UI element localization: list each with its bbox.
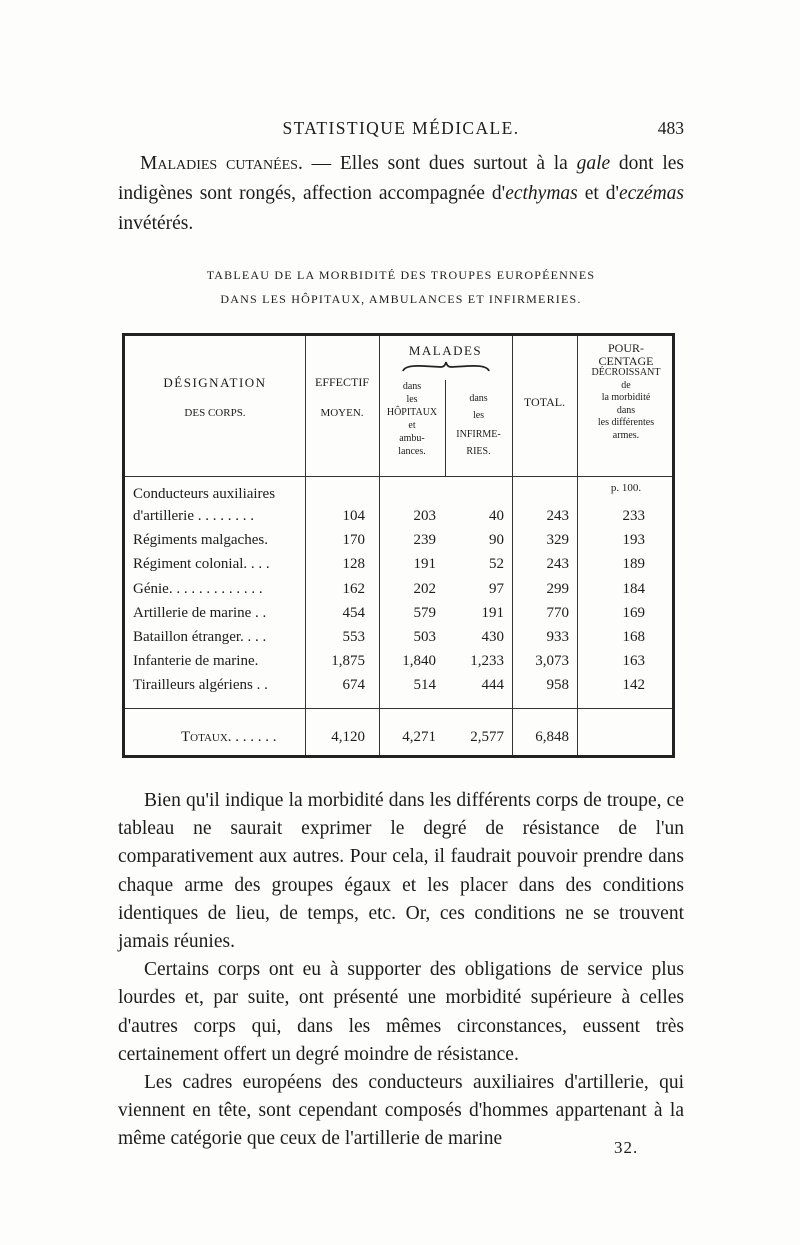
cell-effectif: 170 [342, 532, 365, 549]
table-row [125, 532, 672, 554]
cell-infirmeries: 52 [489, 556, 504, 573]
cell-total: 243 [546, 508, 569, 524]
cell-total: 933 [546, 629, 569, 645]
paragraph: Bien qu'il indique la morbidité dans les différents corps de troupe, ce tableau ne saurait exprimer le degré de résistance de l'un comparativement aux autres. Pour cela, il faudrait pouvoir prendre dans chaque arme des groupes égaux et les placer dans des conditions identiques de lieu, de temps, etc. Or, ces conditions ne se trouvent jamais réunies. [118, 790, 684, 953]
totals-row [125, 729, 672, 751]
row-name-first-line: Conducteurs auxiliaires [133, 486, 276, 502]
cell-infirmeries: 40 [489, 508, 504, 524]
cell-name: Artillerie de marine . . [133, 604, 267, 621]
table-row [125, 556, 672, 578]
table-title: TABLEAU DE LA MORBIDITÉ DES TROUPES EUROPÉENNES DANS LES HÔPITAUX, AMBULANCES ET INFIRMERIES. [206, 268, 596, 306]
cell-pct: 184 [622, 580, 645, 597]
page-number: 483 [657, 118, 684, 138]
table-row [125, 629, 672, 651]
body-text [118, 787, 684, 1154]
cell-hopitaux: 1,840 [402, 653, 436, 670]
cell-pct: 168 [622, 629, 645, 645]
cell-hopitaux: 503 [413, 629, 436, 645]
cell-total: 329 [546, 532, 569, 549]
cell-total: 770 [546, 604, 569, 621]
page-header [118, 118, 684, 142]
paragraph: Les cadres européens des conducteurs auxiliaires d'artillerie, qui viennent en tête, sont cependant composés d'hommes appartenant à la même catégorie que ceux de l'artillerie de marine [118, 1072, 684, 1150]
cell-name: Infanterie de marine. [133, 653, 259, 670]
totals-effectif: 4,120 [331, 729, 365, 745]
header-brace [401, 360, 491, 374]
cell-total: 958 [546, 677, 569, 694]
cell-name: d'artillerie . . . . . . . . [133, 508, 255, 524]
cell-infirmeries: 90 [489, 532, 504, 549]
cell-name: Bataillon étranger. . . . [133, 629, 267, 645]
cell-infirmeries: 444 [481, 677, 504, 694]
header-hopitaux: dans les HÔPITAUX et ambu- lances. [386, 381, 438, 457]
cell-name: Tirailleurs algériens . . [133, 677, 268, 694]
cell-infirmeries: 1,233 [470, 653, 504, 670]
cell-infirmeries: 430 [481, 629, 504, 645]
table-row [125, 677, 672, 699]
cell-total: 243 [546, 556, 569, 573]
cell-name: Régiment colonial. . . . [133, 556, 270, 573]
cell-effectif: 553 [342, 629, 365, 645]
cell-infirmeries: 97 [489, 580, 504, 597]
cell-name: Régiments malgaches. [133, 532, 268, 549]
cell-effectif: 104 [342, 508, 365, 524]
table-row [125, 605, 672, 627]
header-designation: DÉSIGNATION DES CORPS. [163, 375, 267, 419]
header-malades: MALADES [408, 343, 483, 358]
intro-paragraph: Maladies cutanées. — Elles sont dues surtout à la gale dont les indigènes sont rongés, affection accompagnée d'ecthymas et d'eczémas invétérés. [118, 153, 685, 234]
cell-effectif: 1,875 [331, 653, 365, 670]
cell-total: 3,073 [535, 653, 569, 670]
cell-total: 299 [546, 580, 569, 597]
table-row [125, 581, 672, 603]
cell-effectif: 162 [342, 580, 365, 597]
cell-effectif: 674 [342, 677, 365, 694]
paragraph: Certains corps ont eu à supporter des obligations de service plus lourdes et, par suite, ont présenté une morbidité supérieure à celles d'autres corps qui, dans les mêmes circonstances, eussent très certainement offert un degré moindre de résistance. [118, 959, 684, 1065]
cell-pct: 233 [622, 508, 645, 524]
totals-infirmeries: 2,577 [470, 729, 504, 745]
cell-effectif: 454 [342, 604, 365, 621]
cell-pct: 169 [622, 604, 645, 621]
totals-rule [125, 708, 672, 709]
cell-hopitaux: 202 [413, 580, 436, 597]
cell-effectif: 128 [342, 556, 365, 573]
percentage-unit: p. 100. [610, 482, 642, 494]
table-row [125, 653, 672, 675]
header-total: TOTAL. [523, 395, 566, 409]
section-lead: Maladies cutanées. [140, 153, 303, 174]
header-percentage: POUR- CENTAGE DÉCROISSANT de la morbidité dans les différentes armes. [591, 341, 661, 441]
cell-hopitaux: 191 [413, 556, 436, 573]
table-row [125, 508, 672, 530]
cell-pct: 142 [622, 677, 645, 694]
totals-label: Totaux. . . . . . . [181, 729, 277, 745]
cell-name: Génie. . . . . . . . . . . . . [133, 580, 263, 597]
cell-infirmeries: 191 [481, 604, 504, 621]
cell-hopitaux: 579 [413, 604, 436, 621]
cell-pct: 193 [622, 532, 645, 549]
cell-pct: 189 [622, 556, 645, 573]
cell-hopitaux: 239 [413, 532, 436, 549]
running-title: STATISTIQUE MÉDICALE. [282, 118, 520, 138]
totals-total: 6,848 [535, 729, 569, 745]
totals-hopitaux: 4,271 [402, 729, 436, 745]
header-infirmeries: dans les INFIRME- RIES. [456, 393, 501, 457]
cell-pct: 163 [622, 653, 645, 670]
morbidity-table [122, 333, 675, 758]
cell-hopitaux: 203 [413, 508, 436, 524]
header-effectif: EFFECTIF MOYEN. [314, 375, 369, 419]
signature-mark: 32. [614, 1138, 639, 1157]
cell-hopitaux: 514 [413, 677, 436, 694]
header-rule [125, 476, 672, 477]
